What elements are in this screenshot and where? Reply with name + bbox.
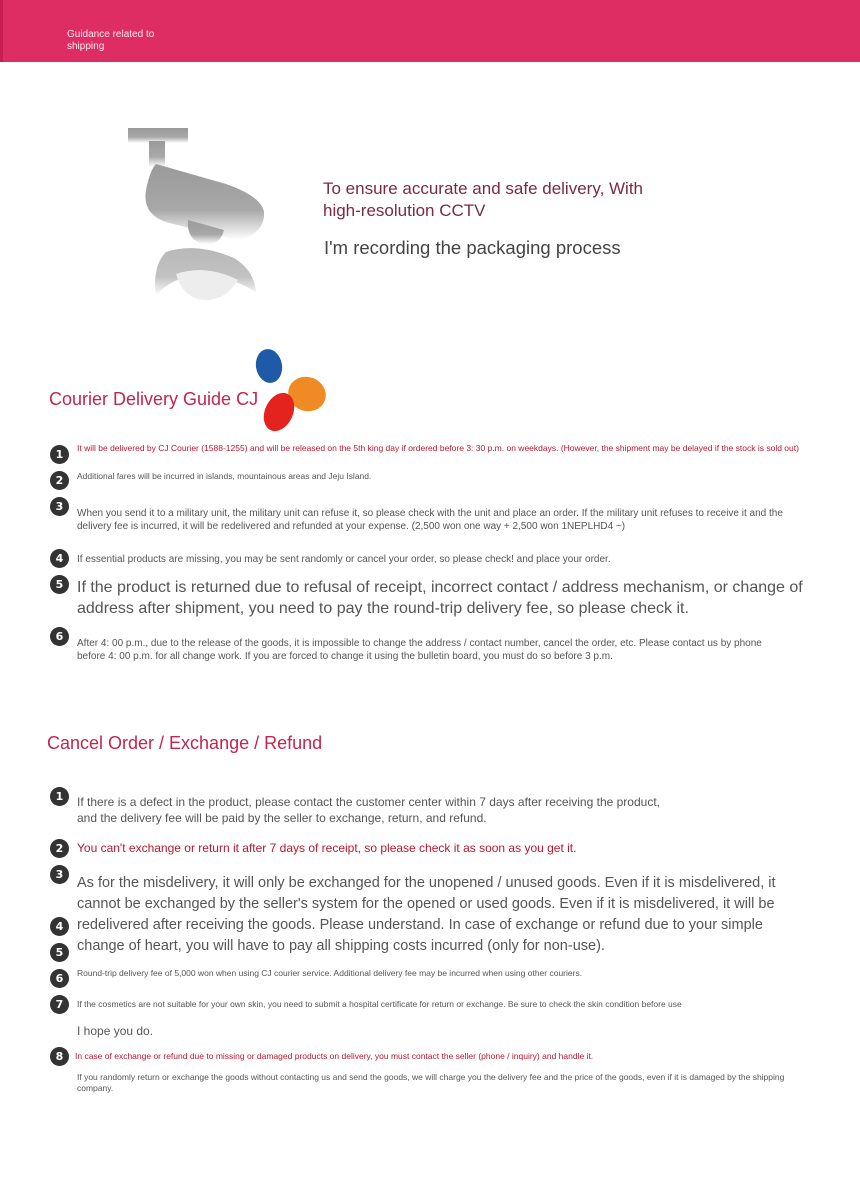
courier-guide-title: Courier Delivery Guide CJ <box>49 389 259 409</box>
cancel-item-2-text: You can't exchange or return it after 7 days of receipt, so please check it as soon as you get it. <box>77 841 577 855</box>
courier-item-6-badge: 6 <box>50 627 69 646</box>
courier-item-4-text: If essential products are missing, you may be sent randomly or cancel your order, so please check! and place your order. <box>77 554 611 565</box>
cancel-item-3-badge: 3 <box>50 865 69 884</box>
courier-item-1-badge: 1 <box>50 445 69 464</box>
cancel-item-6-text: Round-trip delivery fee of 5,000 won when using CJ courier service. Additional delivery fee may be incurred when using other couriers. <box>77 968 583 978</box>
cctv-camera-icon <box>126 124 271 304</box>
courier-item-4-badge: 4 <box>50 549 69 568</box>
cancel-item-7-badge: 7 <box>50 995 69 1014</box>
cctv-message-line2: I'm recording the packaging process <box>324 237 621 258</box>
cancel-item-5-badge: 5 <box>50 943 69 962</box>
cctv-message-line1: To ensure accurate and safe delivery, With high-resolution CCTV <box>323 179 644 220</box>
header-title: Guidance related to shipping <box>67 29 155 52</box>
courier-item-2-badge: 2 <box>50 471 69 490</box>
cancel-item-1-text: If there is a defect in the product, please contact the customer center within 7 days after receiving the product, and the delivery fee will be paid by the seller to exchange, return, and refund. <box>77 795 660 825</box>
cancel-item-2-badge: 2 <box>50 839 69 858</box>
cancel-item-7-text: If the cosmetics are not suitable for your own skin, you need to submit a hospital certificate for return or exchange. Be sure to check the skin condition before use <box>77 999 682 1009</box>
cancel-item-7-continued: I hope you do. <box>77 1024 154 1038</box>
cancel-item-8-badge: 8 <box>50 1047 69 1066</box>
courier-item-3-text: When you send it to a military unit, the military unit can refuse it, so please check with the unit and place an order. If the military unit refuses to receive it and the delivery fee is incurred, it will be redelivered and refunded at your expense. (2,500 won one way + 2,500 won 1NEPLHD4 ~) <box>77 508 783 532</box>
courier-item-1-text: It will be delivered by CJ Courier (1588-1255) and will be released on the 5th king day if ordered before 3: 30 p.m. on weekdays. (However, the shipment may be delayed if the stock is sold out) <box>77 443 799 453</box>
cancel-item-1-badge: 1 <box>50 787 69 806</box>
cancel-item-4-badge: 4 <box>50 917 69 936</box>
cj-logo <box>252 346 330 436</box>
courier-item-5-text: If the product is returned due to refusal of receipt, incorrect contact / address mechanism, or change of address after shipment, you need to pay the round-trip delivery fee, so please check it. <box>77 579 803 617</box>
cancel-item-3-text: As for the misdelivery, it will only be exchanged for the unopened / unused goods. Even if it is misdelivered, it cannot be exchanged by the seller's system for the opened or used goods. Even if it is misdelivered, it will be redelivered after receiving the goods. Please understand. In case of exchange or refund due to your simple change of heart, you will have to pay all shipping costs incurred (only for non-use). <box>77 875 776 954</box>
courier-item-3-badge: 3 <box>50 497 69 516</box>
cancel-exchange-refund-title: Cancel Order / Exchange / Refund <box>47 733 323 753</box>
cancel-item-8-text: In case of exchange or refund due to missing or damaged products on delivery, you must contact the seller (phone / inquiry) and handle it. <box>75 1051 594 1061</box>
cancel-item-6-badge: 6 <box>50 969 69 988</box>
cancel-item-8-note: If you randomly return or exchange the goods without contacting us and send the goods, we will charge you the delivery fee and the price of the goods, even if it is damaged by the shipping company. <box>77 1072 785 1093</box>
courier-item-2-text: Additional fares will be incurred in islands, mountainous areas and Jeju Island. <box>77 471 372 481</box>
courier-item-5-badge: 5 <box>50 575 69 594</box>
courier-item-6-text: After 4: 00 p.m., due to the release of the goods, it is impossible to change the address / contact number, cancel the order, etc. Please contact us by phone before 4: 00 p.m. for all change work. If you are forced to change it using the bulletin board, you must do so before 3 p.m. <box>77 638 762 662</box>
